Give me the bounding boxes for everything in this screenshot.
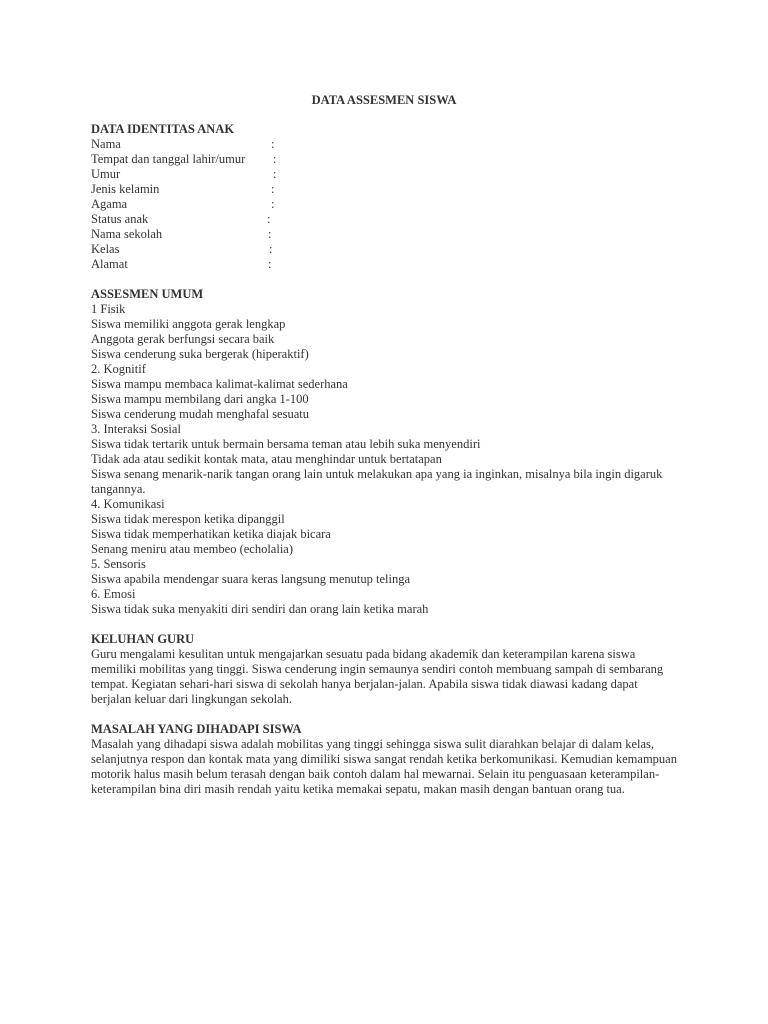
- assessment-item: Siswa tidak tertarik untuk bermain bersama teman atau lebih suka menyendiri: [91, 437, 481, 451]
- student-problem-heading: MASALAH YANG DIHADAPI SISWA: [91, 722, 302, 736]
- field-colon: :: [268, 257, 272, 271]
- teacher-complaint-text: Guru mengalami kesulitan untuk mengajarkan sesuatu pada bidang akademik dan keterampilan karena siswa memiliki mobilitas yang tinggi. Siswa cenderung ingin semaunya sendiri contoh membuang sampah di sembarang tempat. Kegiatan sehari-hari siswa di sekolah hanya berjalan-jalan. Apabila siswa tidak diawasi kadang dapat berjalan keluar dari lingkungan sekolah.: [91, 647, 664, 706]
- identity-field-religion: [91, 197, 691, 212]
- assessment-item: Siswa senang menarik-narik tangan orang lain untuk melakukan apa yang ia inginkan, misalnya bila ingin digaruk tangannya.: [91, 467, 663, 496]
- assessment-item: Anggota gerak berfungsi secara baik: [91, 332, 275, 346]
- assessment-item: Tidak ada atau sedikit kontak mata, atau menghindar untuk bertatapan: [91, 452, 442, 466]
- field-colon: :: [269, 242, 273, 256]
- field-label: Jenis kelamin: [91, 182, 160, 196]
- identity-field-birthplace: [91, 152, 691, 167]
- identity-field-class: [91, 242, 691, 257]
- assessment-item: Siswa apabila mendengar suara keras langsung menutup telinga: [91, 572, 411, 586]
- identity-heading: DATA IDENTITAS ANAK: [91, 122, 235, 136]
- field-colon: :: [273, 152, 277, 166]
- identity-field-gender: [91, 182, 691, 197]
- subsection-title: 3. Interaksi Sosial: [91, 422, 181, 436]
- field-colon: :: [268, 227, 272, 241]
- field-label: Nama sekolah: [91, 227, 163, 241]
- subsection-title: 1 Fisik: [91, 302, 126, 316]
- section-spacer: [91, 707, 691, 722]
- field-label: Status anak: [91, 212, 149, 226]
- field-label: Nama: [91, 137, 121, 151]
- identity-field-age: [91, 167, 691, 182]
- assessment-item: Senang meniru atau membeo (echolalia): [91, 542, 294, 556]
- assessment-item: Siswa cenderung mudah menghafal sesuatu: [91, 407, 309, 421]
- section-spacer: [91, 272, 691, 287]
- document-body: [91, 122, 691, 797]
- field-label: Tempat dan tanggal lahir/umur: [91, 152, 246, 166]
- teacher-complaint-heading: KELUHAN GURU: [91, 632, 195, 646]
- assessment-item: Siswa tidak merespon ketika dipanggil: [91, 512, 285, 526]
- assessment-item: Siswa tidak memperhatikan ketika diajak bicara: [91, 527, 331, 541]
- section-spacer: [91, 617, 691, 632]
- identity-field-name: [91, 137, 691, 152]
- assessment-item: Siswa mampu membilang dari angka 1-100: [91, 392, 309, 406]
- field-label: Alamat: [91, 257, 128, 271]
- field-colon: :: [271, 137, 275, 151]
- field-label: Umur: [91, 167, 121, 181]
- assessment-item: Siswa memiliki anggota gerak lengkap: [91, 317, 286, 331]
- subsection-title: 6. Emosi: [91, 587, 136, 601]
- identity-field-child-status: [91, 212, 691, 227]
- field-colon: :: [267, 212, 271, 226]
- assessment-item: Siswa tidak suka menyakiti diri sendiri dan orang lain ketika marah: [91, 602, 429, 616]
- assessment-item: Siswa mampu membaca kalimat-kalimat sederhana: [91, 377, 348, 391]
- general-assessment-heading: ASSESMEN UMUM: [91, 287, 204, 301]
- document-title: DATA ASSESMEN SISWA: [311, 93, 457, 107]
- subsection-title: 5. Sensoris: [91, 557, 146, 571]
- subsection-title: 2. Kognitif: [91, 362, 146, 376]
- field-label: Agama: [91, 197, 128, 211]
- assessment-item: Siswa cenderung suka bergerak (hiperaktif): [91, 347, 309, 361]
- identity-field-address: [91, 257, 691, 272]
- subsection-title: 4. Komunikasi: [91, 497, 165, 511]
- student-problem-text: Masalah yang dihadapi siswa adalah mobilitas yang tinggi sehingga siswa sulit diarahkan belajar di dalam kelas, selanjutnya respon dan kontak mata yang dimiliki siswa sangat rendah ketika berkomunikasi. Kemudian kemampuan motorik halus masih belum terasah dengan baik contoh dalam hal mewarnai. Selain itu penguasaan keterampilan-keterampilan bina diri masih rendah yaitu ketika memakai sepatu, makan masih dengan bantuan orang tua.: [91, 737, 677, 796]
- identity-field-school: [91, 227, 691, 242]
- field-colon: :: [271, 182, 275, 196]
- field-colon: :: [271, 197, 275, 211]
- field-colon: :: [273, 167, 277, 181]
- field-label: Kelas: [91, 242, 120, 256]
